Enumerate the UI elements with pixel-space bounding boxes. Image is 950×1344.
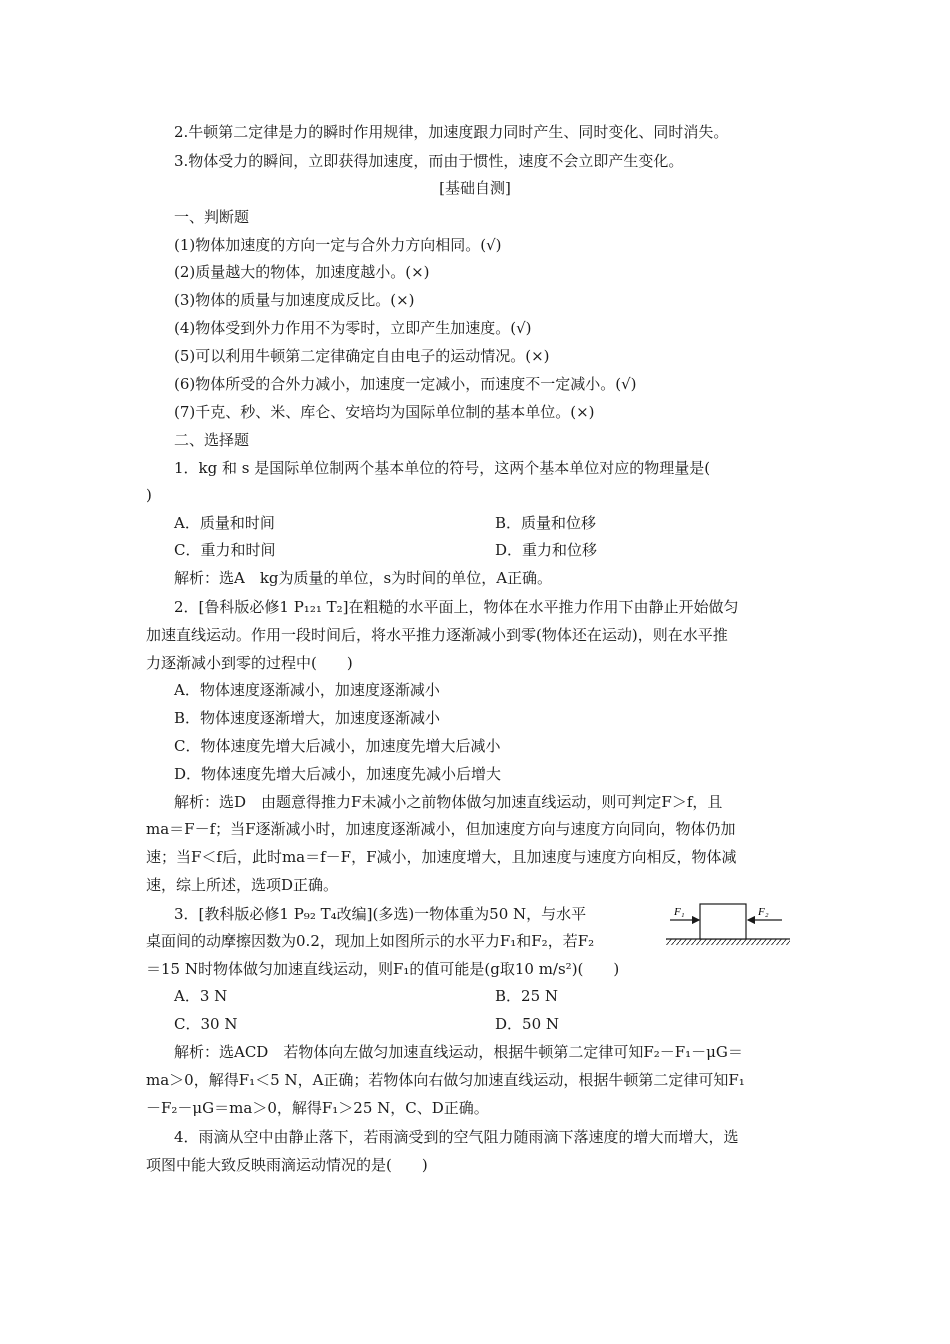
f1-label: F₁: [674, 906, 685, 918]
f2-label: F₂: [758, 906, 769, 918]
judge-item-7: (7)千克、秒、米、库仑、安培均为国际单位制的基本单位。(×): [174, 403, 595, 421]
judge-item-6: (6)物体所受的合外力减小，加速度一定减小，而速度不一定减小。(√): [174, 375, 637, 393]
q2-answer-1: 解析：选D 由题意得推力F未减小之前物体做匀加速直线运动，则可判定F＞f，且: [174, 793, 723, 811]
q2-option-b: B．物体速度逐渐增大，加速度逐渐减小: [174, 709, 441, 727]
q2-option-c: C．物体速度先增大后减小，加速度先增大后减小: [174, 737, 501, 755]
judge-item-4: (4)物体受到外力作用不为零时，立即产生加速度。(√): [174, 319, 532, 337]
q3-option-a: A．3 N: [174, 987, 228, 1005]
q3-answer-3: －F₂－μG＝ma＞0，解得F₁＞25 N，C、D正确。: [146, 1099, 489, 1117]
judge-item-2: (2)质量越大的物体，加速度越小。(×): [174, 263, 430, 281]
q2-answer-2: ma＝F－f；当F逐渐减小时，加速度逐渐减小，但加速度方向与速度方向同向，物体仍加: [146, 820, 736, 838]
q1-option-a: A．质量和时间: [174, 514, 275, 532]
q3-option-b: B．25 N: [495, 987, 559, 1005]
q1-line-1: 1．kg 和 s 是国际单位制两个基本单位的符号，这两个基本单位对应的物理量是(: [174, 459, 711, 477]
q2-option-a: A．物体速度逐渐减小，加速度逐渐减小: [174, 681, 440, 699]
q1-line-2: ): [146, 486, 152, 504]
section-title: [基础自测]: [439, 179, 511, 197]
q3-option-d: D．50 N: [495, 1015, 560, 1033]
intro-line-3: 3.物体受力的瞬间，立即获得加速度，而由于惯性，速度不会立即产生变化。: [174, 152, 684, 170]
q3-option-c: C．30 N: [174, 1015, 238, 1033]
judge-heading: 一、判断题: [174, 208, 250, 226]
q1-option-b: B．质量和位移: [495, 514, 597, 532]
force-diagram: [664, 900, 794, 946]
q3-answer-1: 解析：选ACD 若物体向左做匀加速直线运动，根据牛顿第二定律可知F₂－F₁－μG＝: [174, 1043, 743, 1061]
judge-item-5: (5)可以利用牛顿第二定律确定自由电子的运动情况。(×): [174, 347, 550, 365]
judge-item-1: (1)物体加速度的方向一定与合外力方向相同。(√): [174, 236, 502, 254]
q2-line-1: 2．[鲁科版必修1 P₁₂₁ T₂]在粗糙的水平面上，物体在水平推力作用下由静止开始做匀: [174, 598, 739, 616]
q4-line-2: 项图中能大致反映雨滴运动情况的是( ): [146, 1156, 428, 1174]
q2-option-d: D．物体速度先增大后减小，加速度先减小后增大: [174, 765, 502, 783]
q3-answer-2: ma＞0，解得F₁＜5 N，A正确；若物体向右做匀加速直线运动，根据牛顿第二定律可知F₁: [146, 1071, 745, 1089]
q3-line-2: 桌面间的动摩擦因数为0.2，现加上如图所示的水平力F₁和F₂，若F₂: [146, 932, 595, 950]
q4-line-1: 4．雨滴从空中由静止落下，若雨滴受到的空气阻力随雨滴下落速度的增大而增大，选: [174, 1128, 739, 1146]
q2-answer-4: 速，综上所述，选项D正确。: [146, 876, 339, 894]
q2-answer-3: 速；当F＜f后，此时ma＝f－F，F减小，加速度增大，且加速度与速度方向相反，物体减: [146, 848, 737, 866]
q1-answer: 解析：选A kg为质量的单位，s为时间的单位，A正确。: [174, 569, 553, 587]
choice-heading: 二、选择题: [174, 431, 250, 449]
q1-option-c: C．重力和时间: [174, 541, 276, 559]
intro-line-2: 2.牛顿第二定律是力的瞬时作用规律，加速度跟力同时产生、同时变化、同时消失。: [174, 123, 729, 141]
q3-line-3: ＝15 N时物体做匀加速直线运动，则F₁的值可能是(g取10 m/s²)( ): [146, 960, 620, 978]
judge-item-3: (3)物体的质量与加速度成反比。(×): [174, 291, 415, 309]
ground-hatch: [666, 939, 790, 945]
q1-option-d: D．重力和位移: [495, 541, 598, 559]
q3-line-1: 3．[教科版必修1 P₉₂ T₄改编](多选)一物体重为50 N，与水平: [174, 905, 587, 923]
block: [700, 904, 746, 939]
q2-line-3: 力逐渐减小到零的过程中( ): [146, 654, 353, 672]
q2-line-2: 加速直线运动。作用一段时间后，将水平推力逐渐减小到零(物体还在运动)，则在水平推: [146, 626, 728, 644]
